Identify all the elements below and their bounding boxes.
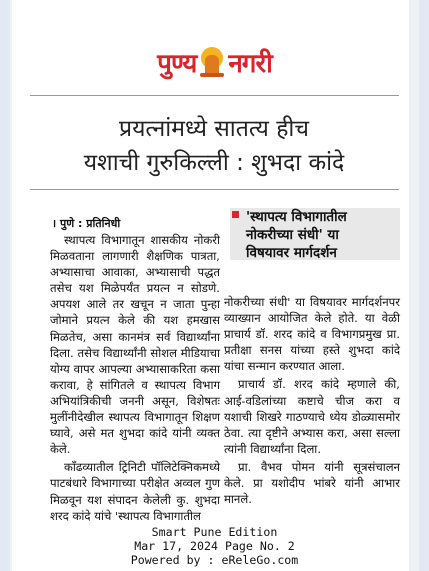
callout-line-1: 'स्थापत्य विभागातील [246,209,347,225]
callout-line-2: नोकरीच्या संधी' या [246,227,339,243]
headline-line-1: प्रयत्नांमध्ये सातत्य हीच [119,116,309,142]
masthead [0,44,429,80]
edition-name: Smart Pune Edition [151,525,278,539]
powered-by: Powered by : eReleGo.com [130,553,299,568]
paragraph: प्रा. वैभव पोमन यांनी सूत्रसंचालन केले. प्रा यशोदीप भांबरे यांनी आभार मानले. [224,459,400,507]
paragraph: प्राचार्य डॉ. शरद कांदे म्हणाले की, आई-वडिलांच्या कष्टाचे चीज करा व यशाची शिखरे गाठण्याचे ध्येय डोळ्यासमोर ठेवा. त्या दृष्टीने अभ्यास करा, असा सल्ला त्यांनी विद्यार्थ्यांना दिला. [224,377,400,456]
paragraph: स्थापत्य विभागातून शासकीय नोकरी मिळवताना लागणारी शैक्षणिक पात्रता, अभ्यासाचा आवाका, अभ्यासाची पद्धत तसेच यश मिळेपर्यंत प्रयत्न न सोडणे. अपयश आले तर खचून न जाता पुन्हा जोमाने प्रयत्न केले की यश हमखास मिळतेच, असा कानमंत्र सर्व विद्यार्थ्यांना दिला. तसेच विद्यार्थ्यांनी सोशल मीडियाचा योग्य वापर आपल्या अभ्यासाकरिता कसा करावा, हे सांगितले व स्थापत्य विभाग अभियांत्रिकीची जननी असून, विशेषतः मुलींनीदेखील स्थापत्य विभागातून शिक्षण घ्यावे, असे मत शुभदा कांदे यांनी व्यक्त केले. [50,233,220,457]
edition-date: Mar 17, 2024 Page No. 2 [134,539,295,554]
callout-box [230,208,400,260]
paragraph: कॉंढव्यातील ट्रिनिटी पॉलिटेक्निकमध्ये पाटबंधारे विभागाच्या परीक्षेत अव्वल गुण मिळवून यश संपादन केलेली कु. शुभदा शरद कांदे यांचे 'स्थापत्य विभागातील [50,460,220,523]
edition-footer [0,525,429,568]
logo-text-pre: पुण्य [157,49,197,79]
left-margin [0,0,10,571]
headline-line-2: यशाची गुरुकिल्ली : शुभदा कांदे [83,150,345,176]
callout-marker-icon [232,211,239,218]
ganesha-icon [198,47,226,77]
dateline: । पुणे : प्रतिनिधी [52,217,121,230]
newspaper-logo [157,44,272,80]
divider-top [30,95,399,96]
right-column [224,294,400,507]
divider-bottom [30,189,399,190]
headline [24,112,404,180]
left-column [50,232,220,524]
logo-text-post: नगरी [228,49,272,79]
right-margin [419,0,429,571]
callout-line-3: विषयावर मार्गदर्शन [246,245,337,261]
paragraph: नोकरीच्या संधी' या विषयावर मार्गदर्शनपर व्याख्यान आयोजित केले होते. या वेळी प्राचार्य डॉ. शरद कांदे व विभागप्रमुख प्रा. प्रतीक्षा सनस यांच्या हस्ते शुभदा कांदे यांचा सन्मान करण्यात आला. [224,295,400,374]
